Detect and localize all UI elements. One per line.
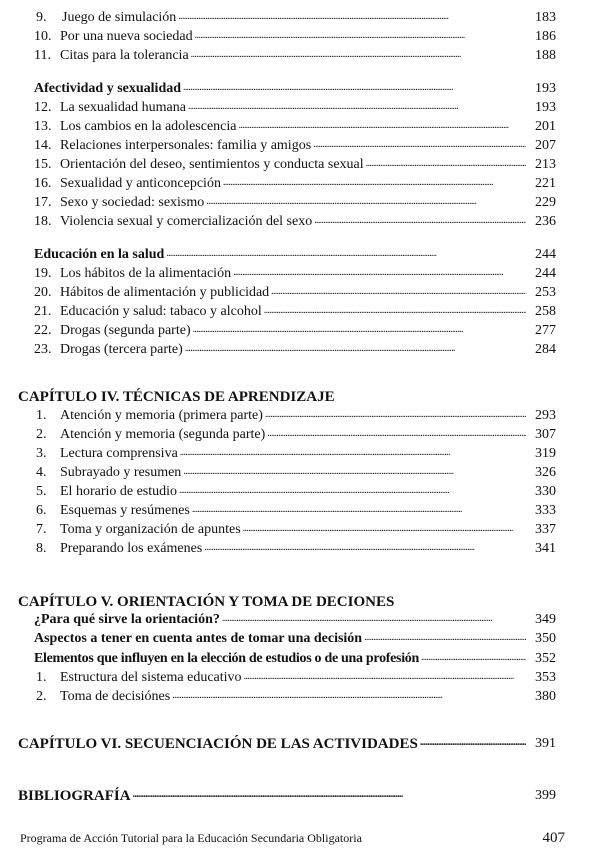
entry-number: 16.	[34, 176, 52, 191]
page-footer	[20, 828, 565, 848]
toc-entry[interactable]	[28, 118, 556, 136]
section-heading[interactable]	[34, 650, 556, 668]
dot-leader	[238, 118, 526, 136]
entry-number: 1.	[36, 408, 47, 423]
entry-number: 17.	[34, 195, 52, 210]
entry-number: 9.	[36, 10, 47, 25]
entry-number: 12.	[34, 100, 52, 115]
toc-entry[interactable]	[28, 28, 556, 46]
dot-leader	[180, 445, 526, 463]
toc-entry[interactable]	[28, 137, 556, 155]
dot-leader	[206, 194, 526, 212]
entry-title: Subrayado y resumen	[60, 465, 182, 480]
entry-page: 213	[535, 157, 556, 172]
toc-entry[interactable]	[28, 265, 556, 283]
dot-leader	[265, 407, 526, 425]
toc-entry[interactable]	[36, 445, 556, 463]
dot-leader	[420, 736, 526, 754]
dot-leader	[223, 175, 526, 193]
entry-title: Lectura comprensiva	[60, 446, 178, 461]
entry-number: 1.	[36, 670, 47, 685]
entry-number: 2.	[36, 427, 47, 442]
dot-leader	[192, 502, 526, 520]
toc-entry[interactable]	[36, 540, 556, 558]
entry-page: 244	[535, 247, 556, 262]
toc-entry[interactable]	[36, 483, 556, 501]
entry-title: Preparando los exámenes	[60, 541, 203, 556]
chapter-heading-v[interactable]	[18, 592, 558, 612]
section-title: Elementos que influyen en la elección de estudios o de una profesión	[34, 651, 419, 666]
entry-title: Drogas (segunda parte)	[60, 323, 191, 338]
entry-page: 326	[535, 465, 556, 480]
toc-entry[interactable]	[28, 322, 556, 340]
entry-number: 15.	[34, 157, 52, 172]
entry-number: 10.	[34, 29, 52, 44]
entry-title: Orientación del deseo, sentimientos y conducta sexual	[60, 157, 364, 172]
entry-page: 330	[535, 484, 556, 499]
entry-number: 20.	[34, 285, 52, 300]
entry-page: 244	[535, 266, 556, 281]
entry-number: 5.	[36, 484, 47, 499]
dot-leader	[183, 80, 526, 98]
entry-page: 236	[535, 214, 556, 229]
dot-leader	[421, 650, 526, 668]
chapter-heading-vi[interactable]	[18, 734, 556, 754]
entry-number: 22.	[34, 323, 52, 338]
entry-page: 253	[535, 285, 556, 300]
dot-leader	[183, 464, 526, 482]
dot-leader	[172, 688, 526, 706]
toc-entry[interactable]	[36, 407, 556, 425]
entry-title: Violencia sexual y comercialización del sexo	[60, 214, 313, 229]
entry-page: 349	[535, 612, 556, 627]
entry-page: 183	[535, 10, 556, 25]
section-title: ¿Para qué sirve la orientación?	[34, 612, 220, 627]
entry-number: 3.	[36, 446, 47, 461]
entry-title: Esquemas y resúmenes	[60, 503, 190, 518]
toc-entry[interactable]	[28, 341, 556, 359]
section-title: Educación en la salud	[34, 247, 165, 262]
entry-title: Atención y memoria (primera parte)	[60, 408, 263, 423]
dot-leader	[313, 137, 526, 155]
entry-page: 341	[535, 541, 556, 556]
entry-page: 186	[535, 29, 556, 44]
bibliography-entry[interactable]	[18, 786, 556, 806]
dot-leader	[166, 246, 526, 264]
entry-page: 333	[535, 503, 556, 518]
toc-entry[interactable]	[36, 688, 556, 706]
dot-leader	[243, 521, 526, 539]
entry-title: Educación y salud: tabaco y alcohol	[60, 304, 262, 319]
entry-number: 19.	[34, 266, 52, 281]
toc-entry[interactable]	[28, 99, 556, 117]
entry-title: Sexo y sociedad: sexismo	[60, 195, 205, 210]
entry-page: 293	[535, 408, 556, 423]
footer-text: Programa de Acción Tutorial para la Educación Secundaria Obligatoria	[20, 831, 362, 845]
toc-entry[interactable]	[36, 9, 556, 27]
entry-page: 188	[535, 48, 556, 63]
toc-entry[interactable]	[28, 175, 556, 193]
entry-title: Toma de decisiónes	[60, 689, 171, 704]
toc-entry[interactable]	[36, 669, 556, 687]
dot-leader	[178, 9, 526, 27]
entry-page: 350	[535, 631, 556, 646]
entry-number: 21.	[34, 304, 52, 319]
entry-title: Sexualidad y anticoncepción	[60, 176, 221, 191]
entry-page: 352	[535, 651, 556, 666]
dot-leader	[191, 47, 526, 65]
page-number: 407	[542, 830, 565, 846]
chapter-title: CAPÍTULO IV. TÉCNICAS DE APRENDIZAJE	[18, 389, 335, 405]
entry-page: 201	[535, 119, 556, 134]
entry-page: 399	[535, 788, 556, 803]
entry-page: 307	[535, 427, 556, 442]
toc-entry[interactable]	[28, 194, 556, 212]
entry-number: 4.	[36, 465, 47, 480]
entry-title: Toma y organización de apuntes	[60, 522, 241, 537]
entry-page: 337	[535, 522, 556, 537]
dot-leader	[193, 322, 526, 340]
dot-leader	[195, 28, 526, 46]
section-heading-afectividad[interactable]	[34, 80, 556, 98]
entry-title: Los cambios en la adolescencia	[60, 119, 237, 134]
entry-title: La sexualidad humana	[60, 100, 186, 115]
toc-entry[interactable]	[36, 464, 556, 482]
dot-leader	[188, 99, 526, 117]
toc-entry[interactable]	[28, 213, 556, 231]
entry-number: 6.	[36, 503, 47, 518]
entry-page: 319	[535, 446, 556, 461]
entry-number: 13.	[34, 119, 52, 134]
chapter-title: CAPÍTULO VI. SECUENCIACIÓN DE LAS ACTIVIDADES	[18, 736, 418, 752]
entry-page: 193	[535, 81, 556, 96]
entry-number: 11.	[34, 48, 51, 63]
section-heading-salud[interactable]	[34, 246, 556, 264]
entry-page: 193	[535, 100, 556, 115]
entry-title: Atención y memoria (segunda parte)	[60, 427, 266, 442]
chapter-title: CAPÍTULO V. ORIENTACIÓN Y TOMA DE DECIONES	[18, 594, 395, 610]
entry-page: 207	[535, 138, 556, 153]
toc-entry[interactable]	[36, 521, 556, 539]
entry-page: 229	[535, 195, 556, 210]
chapter-title: BIBLIOGRAFÍA	[18, 788, 131, 804]
toc-entry[interactable]	[36, 426, 556, 444]
entry-title: Citas para la tolerancia	[60, 48, 189, 63]
section-heading[interactable]	[34, 630, 556, 648]
entry-number: 18.	[34, 214, 52, 229]
entry-number: 14.	[34, 138, 52, 153]
dot-leader	[244, 669, 526, 687]
entry-title: Juego de simulación	[62, 10, 177, 25]
section-title: Aspectos a tener en cuenta antes de tomar una decisión	[34, 631, 363, 646]
entry-title: Hábitos de alimentación y publicidad	[60, 285, 270, 300]
dot-leader	[364, 630, 526, 648]
dot-leader	[185, 341, 526, 359]
dot-leader	[179, 483, 526, 501]
section-heading[interactable]	[34, 611, 556, 629]
entry-title: Por una nueva sociedad	[60, 29, 193, 44]
entry-title: Drogas (tercera parte)	[60, 342, 183, 357]
entry-page: 258	[535, 304, 556, 319]
entry-number: 23.	[34, 342, 52, 357]
toc-entry[interactable]	[28, 47, 556, 65]
chapter-heading-iv[interactable]	[18, 387, 558, 407]
entry-number: 7.	[36, 522, 47, 537]
entry-number: 2.	[36, 689, 47, 704]
entry-page: 391	[535, 736, 556, 751]
toc-entry[interactable]	[36, 502, 556, 520]
dot-leader	[204, 540, 526, 558]
entry-title: El horario de estudio	[60, 484, 178, 499]
dot-leader	[267, 426, 526, 444]
toc-entry[interactable]	[28, 284, 556, 302]
toc-entry[interactable]	[28, 156, 556, 174]
entry-page: 221	[535, 176, 556, 191]
section-title: Afectividad y sexualidad	[34, 81, 182, 96]
entry-title: Relaciones interpersonales: familia y amigos	[60, 138, 312, 153]
entry-page: 353	[535, 670, 556, 685]
dot-leader	[314, 213, 526, 231]
dot-leader	[233, 265, 526, 283]
toc-entry[interactable]	[28, 303, 556, 321]
dot-leader	[264, 303, 526, 321]
dot-leader	[366, 156, 526, 174]
entry-page: 284	[535, 342, 556, 357]
entry-title: Los hábitos de la alimentación	[60, 266, 232, 281]
entry-title: Estructura del sistema educativo	[60, 670, 242, 685]
entry-number: 8.	[36, 541, 47, 556]
dot-leader	[271, 284, 526, 302]
entry-page: 380	[535, 689, 556, 704]
dot-leader	[222, 611, 526, 629]
dot-leader	[133, 788, 526, 806]
entry-page: 277	[535, 323, 556, 338]
